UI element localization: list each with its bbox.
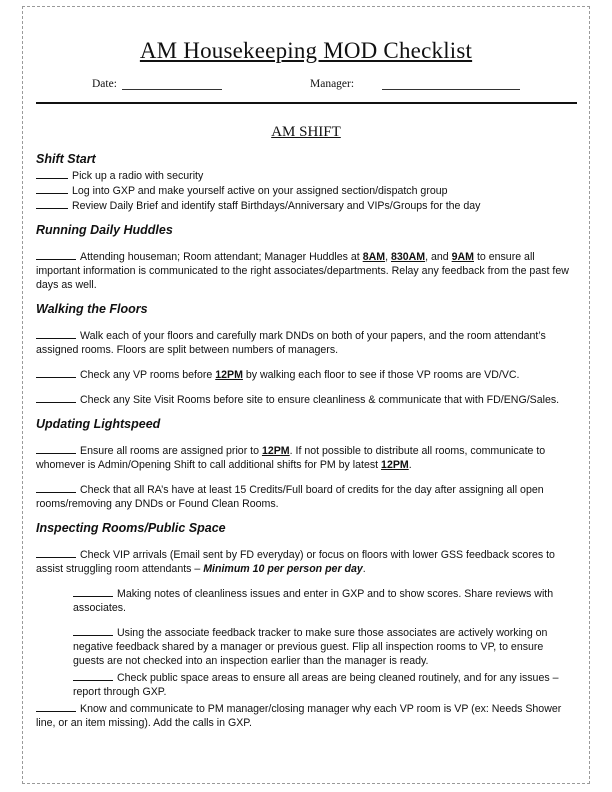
checklist-item: Check any Site Visit Rooms before site to ensure cleanliness & communicate that with FD/ENG/Sales.	[36, 392, 577, 407]
checklist-item: Pick up a radio with security	[36, 168, 577, 183]
checklist-item: Check any VP rooms before 12PM by walking each floor to see if those VP rooms are VD/VC.	[36, 367, 577, 382]
manager-field[interactable]	[382, 89, 520, 90]
checklist-item: Attending houseman; Room attendant; Manager Huddles at 8AM, 830AM, and 9AM to ensure all important information is communicated to the right associates/departments. Relay any feedback from the past few days as well.	[36, 251, 569, 291]
checkbox-blank[interactable]	[73, 670, 113, 681]
checkbox-blank[interactable]	[36, 198, 68, 209]
date-field[interactable]	[122, 89, 222, 90]
date-label: Date:	[92, 78, 117, 90]
checklist-subitem: Making notes of cleanliness issues and enter in GXP and to show scores. Share reviews with associates.	[73, 588, 554, 614]
header-divider	[36, 102, 577, 104]
checkbox-blank[interactable]	[36, 443, 76, 454]
section-heading: Shift Start	[36, 152, 96, 166]
checklist-item: Review Daily Brief and identify staff Birthdays/Anniversary and VIPs/Groups for the day	[36, 198, 577, 213]
section-heading: Updating Lightspeed	[36, 417, 161, 431]
checklist-body	[36, 152, 577, 740]
checklist-item: Know and communicate to PM manager/closing manager why each VP room is VP (ex: Needs Shower line, or an item missing). Add the calls in GXP.	[36, 703, 562, 729]
checklist-subitem: Using the associate feedback tracker to make sure those associates are actively working on negative feedback shared by a manager or previous guest. Flip all inspection rooms to VP, to ensure guests are not checked into an inspection earlier than the manager is ready.	[73, 627, 548, 667]
shift-heading: AM SHIFT	[271, 124, 341, 140]
checklist-item: Check that all RA’s have at least 15 Credits/Full board of credits for the day after assigning all open rooms/removing any DNDs or Found Clean Rooms.	[36, 484, 544, 510]
checklist-item: Check VIP arrivals (Email sent by FD everyday) or focus on floors with lower GSS feedback scores to assist struggling room attendants – Minimum 10 per person per day.	[36, 549, 555, 575]
section-heading: Inspecting Rooms/Public Space	[36, 521, 226, 535]
checkbox-blank[interactable]	[36, 183, 68, 194]
checklist-subitem: Check public space areas to ensure all areas are being cleaned routinely, and for any issues – report through GXP.	[73, 672, 559, 698]
section-floors	[36, 302, 577, 407]
checkbox-blank[interactable]	[36, 168, 68, 179]
checkbox-blank[interactable]	[36, 328, 76, 339]
section-inspecting	[36, 521, 577, 730]
section-lightspeed	[36, 417, 577, 511]
checkbox-blank[interactable]	[36, 367, 76, 378]
checklist-item: Ensure all rooms are assigned prior to 12PM. If not possible to distribute all rooms, communicate to whomever is Admin/Opening Shift to call additional shifts for PM by latest 12PM.	[36, 445, 546, 471]
section-shift-start	[36, 152, 577, 213]
manager-label: Manager:	[310, 78, 355, 90]
checklist-item: Walk each of your floors and carefully mark DNDs on both of your papers, and the room attendant’s assigned rooms. Floors are split between numbers of managers.	[36, 330, 546, 356]
section-huddles	[36, 223, 577, 292]
checkbox-blank[interactable]	[36, 701, 76, 712]
section-heading: Walking the Floors	[36, 302, 148, 316]
checkbox-blank[interactable]	[36, 249, 76, 260]
checkbox-blank[interactable]	[36, 392, 76, 403]
checkbox-blank[interactable]	[73, 625, 113, 636]
section-heading: Running Daily Huddles	[36, 223, 173, 237]
checkbox-blank[interactable]	[36, 547, 76, 558]
checkbox-blank[interactable]	[73, 586, 113, 597]
checklist-item: Log into GXP and make yourself active on your assigned section/dispatch group	[36, 183, 577, 198]
page-title: AM Housekeeping MOD Checklist	[139, 38, 473, 63]
checkbox-blank[interactable]	[36, 482, 76, 493]
